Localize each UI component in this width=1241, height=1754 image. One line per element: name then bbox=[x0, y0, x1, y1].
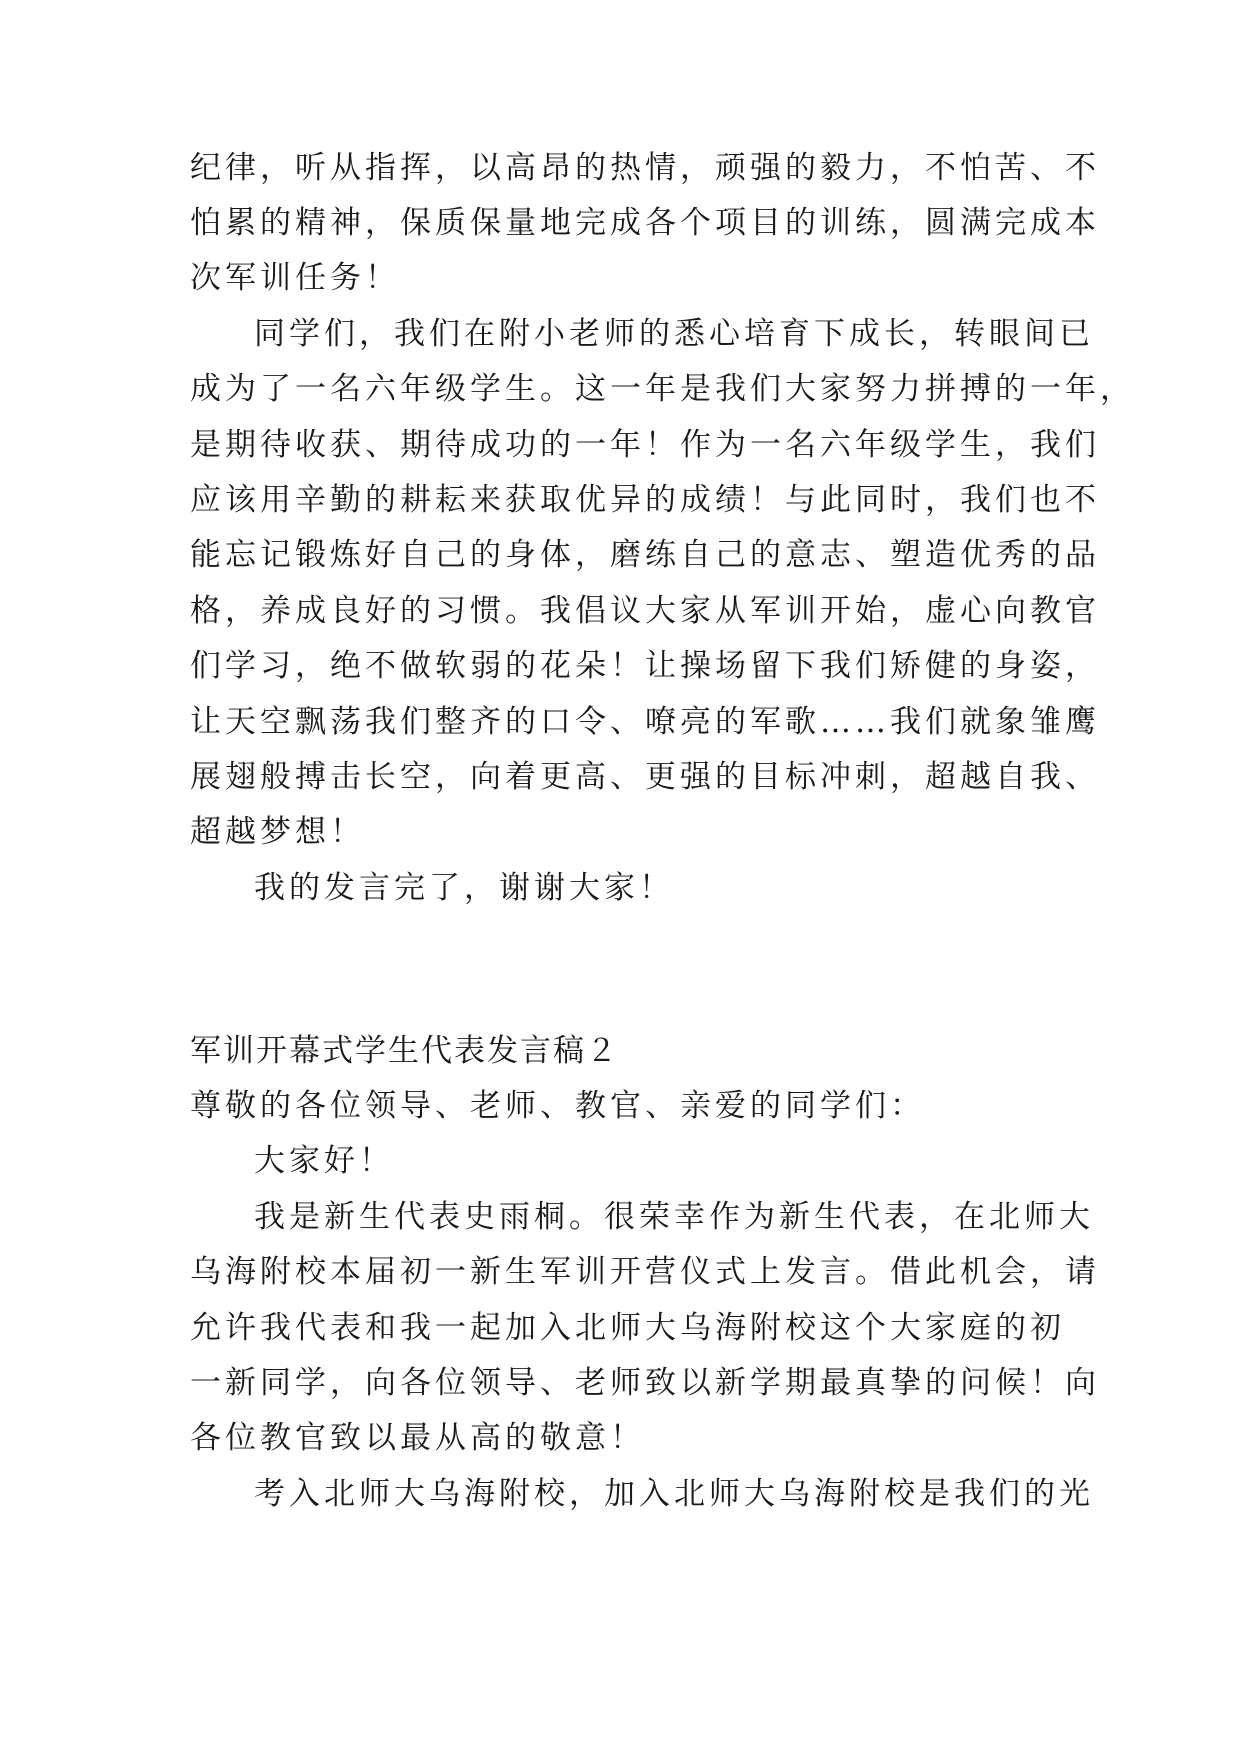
salutation-line: 尊敬的各位领导、老师、教官、亲爱的同学们： bbox=[190, 1088, 925, 1124]
body-text-line: 们学习，绝不做软弱的花朵！让操场留下我们矫健的身姿， bbox=[190, 648, 1100, 684]
body-text-line: 我是新生代表史雨桐。很荣幸作为新生代表，在北师大 bbox=[254, 1199, 1094, 1235]
body-text-line: 各位教官致以最从高的敬意！ bbox=[190, 1420, 645, 1456]
body-text-line: 是期待收获、期待成功的一年！作为一名六年级学生，我们 bbox=[190, 427, 1100, 463]
body-text-line: 我的发言完了，谢谢大家！ bbox=[254, 870, 674, 906]
body-text-line: 考入北师大乌海附校，加入北师大乌海附校是我们的光 bbox=[254, 1476, 1094, 1512]
body-text-line: 能忘记锻炼好自己的身体，磨练自己的意志、塑造优秀的品 bbox=[190, 537, 1100, 573]
body-text-line: 应该用辛勤的耕耘来获取优异的成绩！与此同时，我们也不 bbox=[190, 482, 1100, 518]
body-text-line: 乌海附校本届初一新生军训开营仪式上发言。借此机会，请 bbox=[190, 1254, 1100, 1290]
body-text-line: 次军训任务！ bbox=[190, 260, 400, 296]
body-text-line: 展翅般搏击长空，向着更高、更强的目标冲刺，超越自我、 bbox=[190, 759, 1100, 795]
body-text-line: 同学们，我们在附小老师的悉心培育下成长，转眼间已 bbox=[254, 316, 1094, 352]
body-text-line: 一新同学，向各位领导、老师致以新学期最真挚的问候！向 bbox=[190, 1365, 1100, 1401]
body-text-line: 超越梦想！ bbox=[190, 814, 365, 850]
body-text-line: 允许我代表和我一起加入北师大乌海附校这个大家庭的初 bbox=[190, 1310, 1065, 1346]
body-text-line: 格，养成良好的习惯。我倡议大家从军训开始，虚心向教官 bbox=[190, 593, 1100, 629]
body-text-line: 怕累的精神，保质保量地完成各个项目的训练，圆满完成本 bbox=[190, 205, 1100, 241]
section-heading: 军训开幕式学生代表发言稿２ bbox=[190, 1033, 619, 1069]
greeting-line: 大家好！ bbox=[254, 1143, 394, 1179]
body-text-line: 成为了一名六年级学生。这一年是我们大家努力拼搏的一年， bbox=[190, 371, 1135, 407]
body-text-line: 纪律，听从指挥，以高昂的热情，顽强的毅力，不怕苦、不 bbox=[190, 150, 1100, 186]
body-text-line: 让天空飘荡我们整齐的口令、嘹亮的军歌……我们就象雏鹰 bbox=[190, 704, 1100, 740]
